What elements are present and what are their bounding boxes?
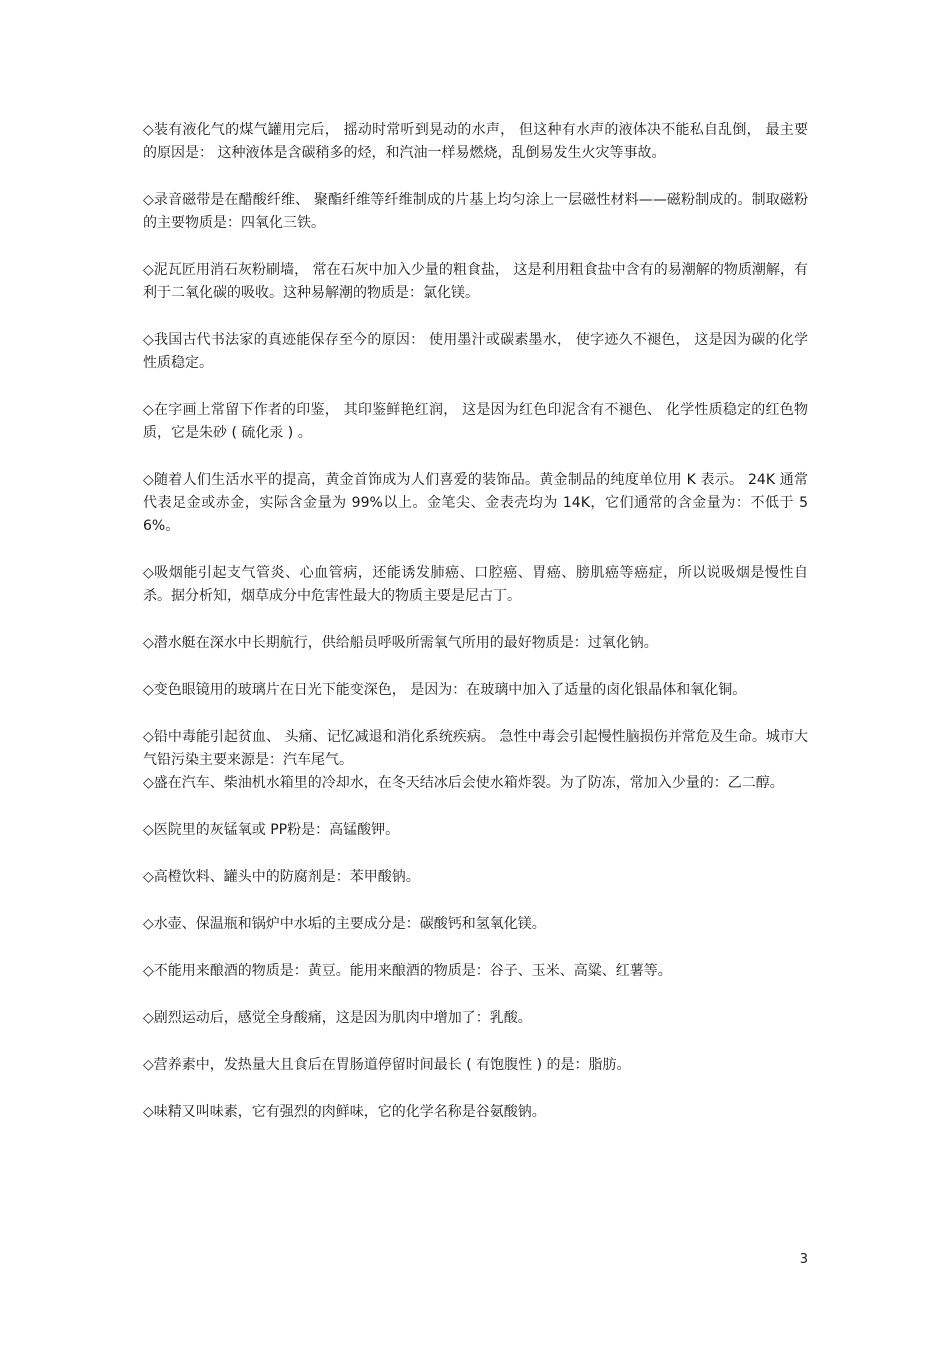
paragraph-calligraphy: ◇我国古代书法家的真迹能保存至今的原因： 使用墨汁或碳素墨水， 使字迹久不褪色， 这是因为碳的化学性质稳定。 (143, 332, 808, 371)
paragraph-pp-powder: ◇医院里的灰锰氧或 PP粉是：高锰酸钾。 (143, 822, 400, 838)
paragraph-lead-poisoning: ◇铅中毒能引起贫血、 头痛、记忆减退和消化系统疾病。 急性中毒会引起慢性脑损伤并常危及生命。城市大气铅污染主要来源是：汽车尾气。 (143, 729, 808, 768)
paragraph-msg: ◇味精又叫味素，它有强烈的肉鲜味，它的化学名称是谷氨酸钠。 (143, 1104, 546, 1120)
paragraph-preservative: ◇高橙饮料、罐头中的防腐剂是：苯甲酸钠。 (143, 869, 420, 885)
paragraph-photochromic-glass: ◇变色眼镜用的玻璃片在日光下能变深色， 是因为：在玻璃中加入了适量的卤化银晶体和氧化铜。 (143, 682, 747, 698)
paragraph-lactic-acid: ◇剧烈运动后，感觉全身酸痛，这是因为肌肉中增加了：乳酸。 (143, 1010, 532, 1026)
paragraph-submarine: ◇潜水艇在深水中长期航行，供给船员呼吸所需氧气所用的最好物质是：过氧化钠。 (143, 635, 658, 651)
paragraph-lpg-tank: ◇装有液化气的煤气罐用完后， 摇动时常听到晃动的水声， 但这种有水声的液体决不能私自乱倒， 最主要的原因是： 这种液体是含碳稍多的烃，和汽油一样易燃烧，乱倒易发生火灾等事故。 (143, 122, 808, 161)
paragraph-seal-ink: ◇在字画上常留下作者的印鉴， 其印鉴鲜艳红润， 这是因为红色印泥含有不褪色、 化学性质稳定的红色物质，它是朱砂 ( 硫化汞 ) 。 (143, 402, 808, 441)
paragraph-gold-purity: ◇随着人们生活水平的提高，黄金首饰成为人们喜爱的装饰品。黄金制品的纯度单位用 K 表示。 24K 通常代表足金或赤金，实际含金量为 99%以上。金笔尖、金表壳均为 14K，它们通常的含金量为：不低于 56%。 (143, 472, 808, 534)
paragraph-antifreeze: ◇盛在汽车、柴油机水箱里的冷却水，在冬天结冰后会使水箱炸裂。为了防冻，常加入少量的：乙二醇。 (143, 775, 784, 791)
paragraph-smoking: ◇吸烟能引起支气管炎、心血管病，还能诱发肺癌、口腔癌、胃癌、膀肌癌等癌症，所以说吸烟是慢性自杀。据分析知，烟草成分中危害性最大的物质主要是尼古丁。 (143, 565, 808, 604)
page-content (143, 119, 808, 1148)
page-number: 3 (799, 1252, 808, 1267)
paragraph-brewing: ◇不能用来酿酒的物质是：黄豆。能用来酿酒的物质是：谷子、玉米、高粱、红薯等。 (143, 963, 672, 979)
paragraph-fat: ◇营养素中，发热量大且食后在胃肠道停留时间最长 ( 有饱腹性 ) 的是：脂肪。 (143, 1057, 631, 1073)
paragraph-scale: ◇水壶、保温瓶和锅炉中水垢的主要成分是：碳酸钙和氢氧化镁。 (143, 916, 546, 932)
paragraph-magnetic-tape: ◇录音磁带是在醋酸纤维、 聚酯纤维等纤维制成的片基上均匀涂上一层磁性材料——磁粉制成的。制取磁粉的主要物质是：四氧化三铁。 (143, 192, 808, 231)
paragraph-lime-wall: ◇泥瓦匠用消石灰粉刷墙， 常在石灰中加入少量的粗食盐， 这是利用粗食盐中含有的易潮解的物质潮解，有利于二氧化碳的吸收。这种易解潮的物质是：氯化镁。 (143, 262, 808, 301)
